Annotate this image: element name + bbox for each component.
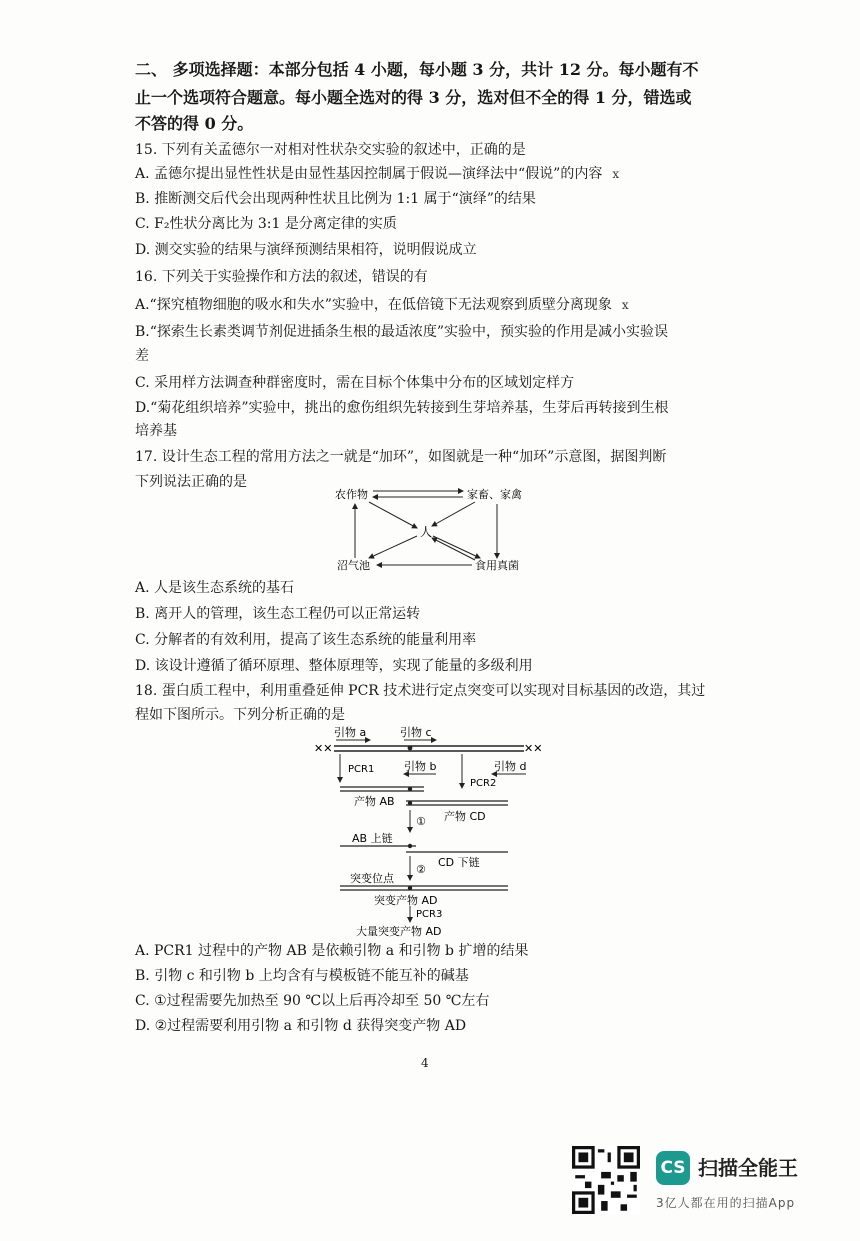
template-left-end: ✕✕ [314,742,333,755]
label-cd-lower: CD 下链 [438,856,480,869]
label-mutation-site: 突变位点 [350,872,394,885]
arrow-crops-human [369,502,417,528]
arrow-human-biogas [369,536,417,558]
node-human: 人 [420,525,433,539]
section-header-line3: 不答的得 0 分。 [135,114,254,133]
q16-option-b-line1: B.“探索生长素类调节剂促进插条生根的最适浓度”实验中，预实验的作用是减小实验误 [135,324,669,340]
label-primer-a: 引物 a [334,726,367,739]
label-step2: ② [416,863,426,876]
q16-option-d-line2: 培养基 [135,423,177,439]
q17-option-d: D. 该设计遵循了循环原理、整体原理等，实现了能量的多级利用 [135,658,533,674]
arrow-livestock-human [432,502,475,526]
q15-stem: 15. 下列有关孟德尔一对相对性状杂交实验的叙述中，正确的是 [135,142,526,158]
qr-code-icon [572,1146,640,1214]
q17-stem-line2: 下列说法正确的是 [135,474,247,490]
section-header-line2: 止一个选项符合题意。每小题全选对的得 3 分，选对但不全的得 1 分，错选或 [135,88,692,107]
q18-option-c: C. ①过程需要先加热至 90 ℃以上后再冷却至 50 ℃左右 [135,993,490,1009]
scanner-watermark [572,1146,832,1216]
q18-stem-line1: 18. 蛋白质工程中，利用重叠延伸 PCR 技术进行定点突变可以实现对目标基因的改造，其过 [135,683,706,699]
q16-option-c: C. 采用样方法调查种群密度时，需在目标个体集中分布的区域划定样方 [135,375,575,391]
q17-option-c: C. 分解者的有效利用，提高了该生态系统的能量利用率 [135,632,477,648]
overlap-pcr-diagram [312,722,547,940]
mutation-dot [408,746,413,751]
label-product-cd: 产物 CD [444,810,486,823]
q18-option-d: D. ②过程需要利用引物 a 和引物 d 获得突变产物 AD [135,1018,467,1034]
label-primer-d: 引物 d [494,760,527,773]
cd-mutation-dot [408,801,412,805]
app-name: 扫描全能王 [698,1156,798,1180]
node-livestock: 家畜、家禽 [467,488,522,501]
q15-option-d: D. 测交实验的结果与演绎预测结果相符，说明假说成立 [135,242,477,258]
node-biogas: 沼气池 [337,559,370,572]
label-pcr1: PCR1 [348,764,375,775]
label-primer-c: 引物 c [400,726,432,739]
q15-option-a-text: A. 孟德尔提出显性性状是由显性基因控制属于假说—演绎法中“假说”的内容 [135,166,603,182]
template-right-end: ✕✕ [524,742,543,755]
q17-option-a: A. 人是该生态系统的基石 [135,580,295,596]
ab-upper-dot [408,844,412,848]
app-slogan: 3亿人都在用的扫描App [656,1196,796,1210]
label-mutant-ad: 突变产物 AD [374,894,438,907]
q17-option-b: B. 离开人的管理，该生态工程仍可以正常运转 [135,606,421,622]
handwritten-mark: x [621,298,629,312]
camscanner-logo-icon: CS [656,1151,690,1185]
q15-option-b: B. 推断测交后代会出现两种性状且比例为 1:1 属于“演绎”的结果 [135,191,536,207]
ab-mutation-dot [408,787,412,791]
label-mass-ad: 大量突变产物 AD [356,925,442,938]
q16-option-a [135,295,629,315]
page-number: 4 [421,1056,429,1070]
q18-stem-line2: 程如下图所示。下列分析正确的是 [135,707,345,723]
section-header-line1: 二、 多项选择题：本部分包括 4 小题，每小题 3 分，共计 12 分。每小题有不 [135,60,699,79]
q16-option-d-line1: D.“菊花组织培养”实验中，挑出的愈伤组织先转接到生芽培养基，生芽后再转接到生根 [135,400,669,416]
q16-option-a-text: A.“探究植物细胞的吸水和失水”实验中，在低倍镜下无法观察到质壁分离现象 [135,297,612,313]
label-pcr2: PCR2 [470,778,497,789]
label-primer-b: 引物 b [404,760,437,773]
q15-option-c: C. F₂性状分离比为 3:1 是分离定律的实质 [135,216,397,232]
node-fungi: 食用真菌 [475,559,519,572]
node-crops: 农作物 [335,488,368,501]
label-step1: ① [416,815,426,828]
q18-option-a: A. PCR1 过程中的产物 AB 是依赖引物 a 和引物 b 扩增的结果 [135,943,529,959]
q16-stem: 16. 下列关于实验操作和方法的叙述，错误的有 [135,269,428,285]
q17-stem-line1: 17. 设计生态工程的常用方法之一就是“加环”，如图就是一种“加环”示意图，据图判断 [135,449,667,465]
ad-mutation-dot [408,886,412,890]
handwritten-mark: x [612,167,620,181]
arrow-fungi-human [432,538,475,560]
arrow-human-fungi [433,536,480,558]
q16-option-b-line2: 差 [135,348,149,364]
eco-loop-diagram [325,478,545,578]
label-pcr3: PCR3 [416,909,443,920]
q15-option-a [135,164,619,184]
label-product-ab: 产物 AB [354,795,395,808]
label-ab-upper: AB 上链 [352,832,393,845]
q18-option-b: B. 引物 c 和引物 b 上均含有与模板链不能互补的碱基 [135,968,469,984]
